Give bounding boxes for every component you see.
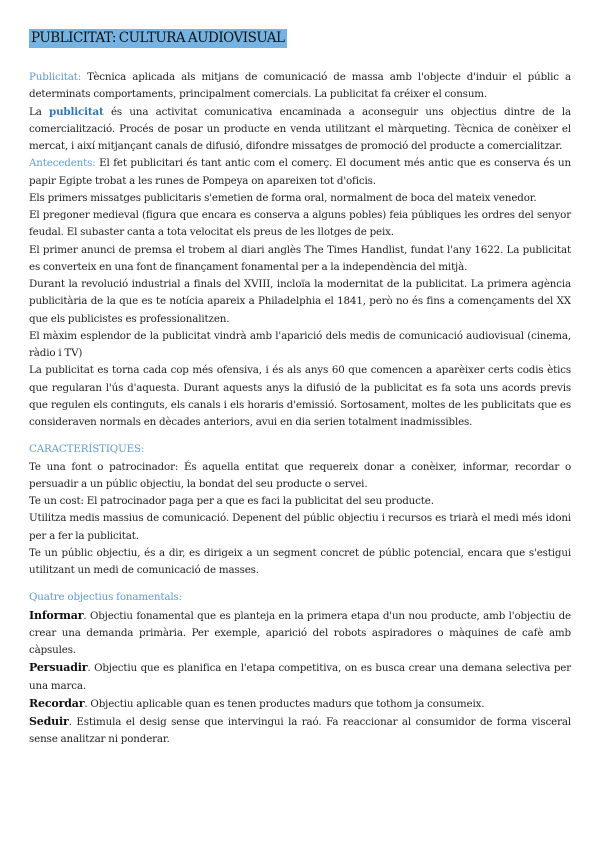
section-gap (29, 431, 571, 441)
objectiu-item (29, 659, 571, 695)
antecedents-paragraph (29, 155, 571, 190)
history-paragraph: La publicitat es torna cada cop més ofensiva, i és als anys 60 que comencen a aparèixer certs codis ètics que regularan l'ús d'aquesta. Durant aquests anys la difusió de la publicitat es fa sota uns acords previs que regulen els continguts, els canals i els horaris d'emissió. Sortosament, moltes de les publicitats que es consideraven normals en dècades anteriors, avui en dia serien totalment inadmissibles. (29, 364, 571, 428)
objectiu-term: Informar (29, 608, 84, 622)
objectiu-text: . Estimula el desig sense que intervingui la raó. Fa reaccionar al consumidor de forma visceral sense analitzar ni ponderar. (29, 716, 571, 746)
objectius-heading: Quatre objectius fonamentals: (29, 591, 182, 604)
caracteristica-item: Te un cost: El patrocinador paga per a que es faci la publicitat del seu producte. (29, 495, 434, 507)
definition-paragraph (29, 104, 571, 156)
history-paragraph: El màxim esplendor de la publicitat vindrà amb l'aparició dels medis de comunicació audiovisual (cinema, ràdio i TV) (29, 329, 571, 359)
caracteristica-item: Utilitza medis massius de comunicació. Depenent del públic objectiu i recursos es triarà el medi més idoni per a fer la publicitat. (29, 512, 571, 542)
history-paragraph: El primer anunci de premsa el trobem al diari anglès The Times Handlist, fundat l'any 1622. La publicitat es converteix en una font de finançament fonamental per a la independència del mitjà. (29, 243, 571, 273)
objectiu-item (29, 607, 571, 660)
history-paragraph: El pregoner medieval (figura que encara es conserva a alguns pobles) feia públiques les ordres del senyor feudal. El subaster canta a tota velocitat els preus de les llotges de peix. (29, 209, 571, 239)
objectiu-text: . Objectiu fonamental que es planteja en la primera etapa d'un nou producte, amb l'objectiu de crear una demanda primària. Per exemple, aparició del robots aspiradores o màquines de cafè amb càpsules. (29, 609, 571, 656)
objectiu-item (29, 695, 571, 713)
history-paragraph: Durant la revolució industrial a finals del XVIII, incloïa la modernitat de la publicitat. La primera agència publicitària de la que es te notícia apareix a Philadelphia el 1841, però no és fins a començaments del XX que els publicistes es professionalitzen. (29, 278, 571, 325)
intro-text: Tècnica aplicada als mitjans de comunicació de massa amb l'objecte d'induir el públic a determinats comportaments, principalment comercials. La publicitat fa créixer el consum. (29, 71, 571, 101)
history-paragraph: Els primers missatges publicitaris s'emetien de forma oral, normalment de boca del mateix venedor. (29, 191, 537, 204)
definition-post: és una activitat comunicativa encaminada a aconseguir uns objectius dintre de la comercialització. Procés de posar un producte en venda utilitzant el màrqueting. Tècnica de conèixer el mercat, i així mitjançant canals de difusió, difondre missatges de promoció del producte a comercialitzar. (29, 105, 571, 152)
objectiu-term: Seduir (29, 715, 69, 728)
intro-paragraph (29, 69, 571, 104)
caracteristiques-heading: CARACTERÍSTIQUES: (29, 443, 145, 456)
caracteristica-item: Te un públic objectiu, és a dir, es dirigeix a un segment concret de públic potencial, encara que s'estigui utilitzant un medi de comunicació de masses. (29, 546, 571, 576)
objectiu-term: Recordar (29, 696, 85, 710)
objectiu-text: . Objectiu que es planifica en l'etapa competitiva, on es busca crear una demana selectiva per una marca. (29, 662, 571, 692)
antecedents-label: Antecedents: (29, 157, 96, 170)
objectiu-item (29, 713, 571, 749)
page-title: PUBLICITAT: CULTURA AUDIOVISUAL (31, 30, 285, 46)
intro-label: Publicitat: (29, 71, 82, 83)
definition-pre: La (29, 105, 50, 118)
antecedents-text: El fet publicitari és tant antic com el comerç. El document més antic que es conserva és un papir Egipte trobat a les runes de Pompeya on apareixen tot d'oficis. (29, 157, 571, 187)
objectiu-text: . Objectiu aplicable quan es tenen productes madurs que tothom ja consumeix. (84, 697, 485, 710)
section-gap (29, 579, 571, 589)
caracteristica-item: Te una font o patrocinador: És aquella entitat que requereix donar a conèixer, informar, recordar o persuadir a un públic objectiu, la bondat del seu producte o servei. (29, 460, 571, 490)
definition-highlight: publicitat (49, 105, 104, 118)
objectiu-term: Persuadir (29, 661, 88, 675)
title-wrap (29, 27, 571, 47)
